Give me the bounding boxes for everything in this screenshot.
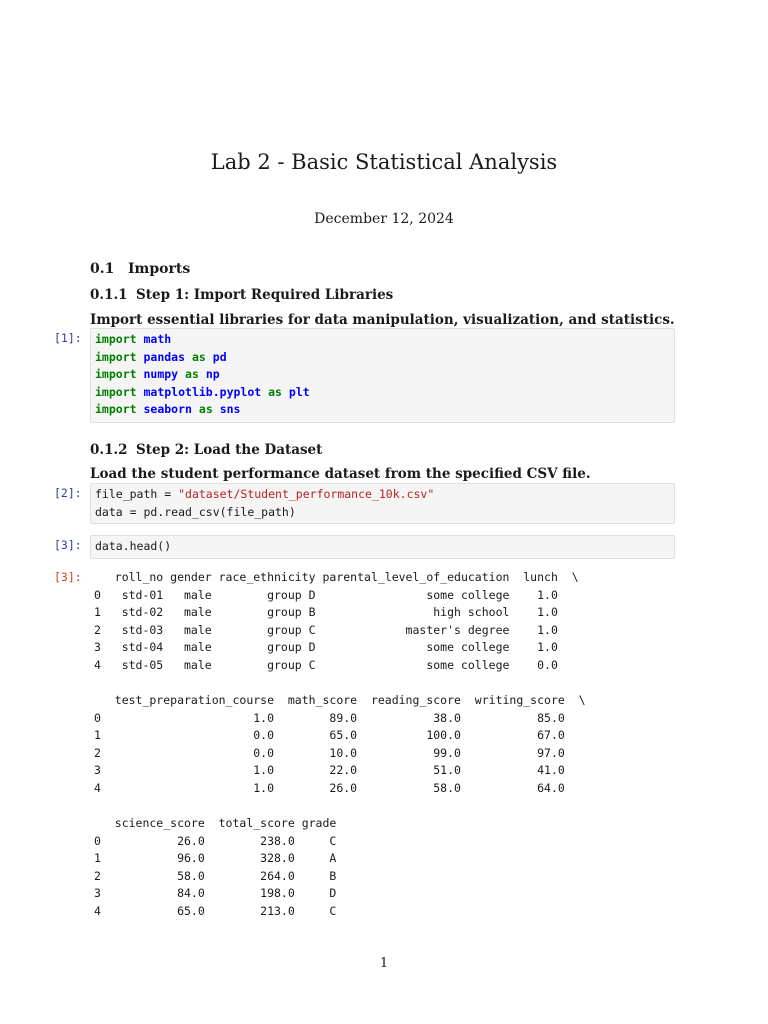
- section-heading-imports: [90, 261, 190, 277]
- section-number: 0.1: [90, 261, 115, 277]
- document-date: December 12, 2024: [314, 211, 454, 227]
- code-cell-3[interactable]: [90, 535, 675, 559]
- subsection-number: 0.1.2: [90, 442, 128, 458]
- subsection-number: 0.1.1: [90, 287, 128, 303]
- step1-description: Import essential libraries for data manipulation, visualization, and statistics.: [90, 312, 675, 328]
- dataframe-output-block-1: roll_no gender race_ethnicity parental_level_of_education lunch \ 0 std-01 male group D some college 1.0 1 std-02 male group B high school 1.0 2 std-03 male group C master's degree 1.0 3 std-04 male group D some college 1.0 4 std-05 male group C some college 0.0: [94, 570, 579, 672]
- dataframe-output-block-3: science_score total_score grade 0 26.0 238.0 C 1 96.0 328.0 A 2 58.0 264.0 B 3 84.0 198.0 D 4 65.0 213.0 C: [94, 816, 337, 918]
- code-line: import math: [95, 332, 172, 346]
- code-cell-2[interactable]: [90, 483, 675, 524]
- code-line: data = pd.read_csv(file_path): [95, 504, 296, 519]
- page-number: 1: [379, 956, 389, 971]
- section-title: Imports: [128, 261, 191, 277]
- cell-prompt-3: [3]:: [54, 538, 82, 552]
- output-prompt-3: [3]:: [54, 570, 82, 584]
- subsection-title: Step 2: Load the Dataset: [136, 442, 323, 458]
- code-line: file_path = "dataset/Student_performance_10k.csv": [95, 487, 435, 501]
- code-line: import numpy as np: [95, 367, 220, 382]
- code-line: import matplotlib.pyplot as plt: [95, 384, 310, 399]
- code-line: data.head(): [95, 539, 172, 553]
- dataframe-output-block-2: test_preparation_course math_score reading_score writing_score \ 0 1.0 89.0 38.0 85.0 1 0.0 65.0 100.0 67.0 2 0.0 10.0 99.0 97.0 3 1.0 22.0 51.0 41.0 4 1.0 26.0 58.0 64.0: [94, 693, 586, 795]
- subsection-heading-step2: [90, 442, 322, 458]
- code-line: import pandas as pd: [95, 349, 227, 364]
- code-line: import seaborn as sns: [95, 402, 241, 417]
- subsection-title: Step 1: Import Required Libraries: [136, 287, 394, 303]
- document-title: Lab 2 - Basic Statistical Analysis: [210, 150, 558, 174]
- step2-description: Load the student performance dataset from the specified CSV file.: [90, 466, 591, 482]
- cell-prompt-1: [1]:: [54, 331, 82, 345]
- code-cell-1[interactable]: [90, 328, 675, 423]
- cell-prompt-2: [2]:: [54, 486, 82, 500]
- subsection-heading-step1: [90, 287, 393, 303]
